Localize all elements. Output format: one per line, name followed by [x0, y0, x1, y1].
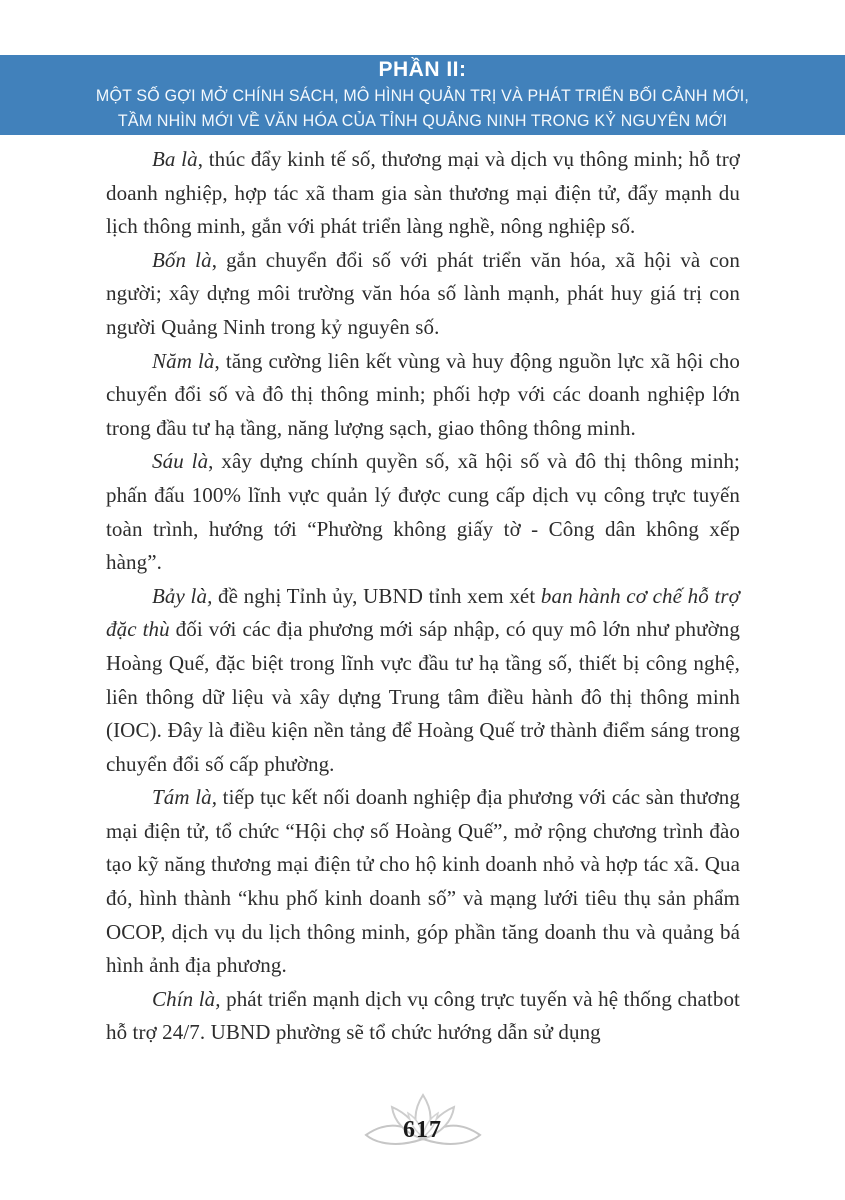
part-header-banner [0, 55, 845, 135]
paragraph [106, 580, 740, 782]
paragraph [106, 143, 740, 244]
paragraph-lead-italic: Ba là [152, 147, 198, 171]
paragraph-lead-italic: Tám là, [152, 785, 218, 810]
paragraph-text: đề nghị Tỉnh ủy, UBND tỉnh xem xét [212, 583, 541, 608]
lotus-page-number [348, 1091, 498, 1161]
paragraph-lead-italic: Bảy là, [152, 583, 213, 608]
paragraph-text: , thúc đẩy kinh tế số, thương mại và dịch vụ thông minh; hỗ trợ doanh nghiệp, hợp tác xã tham gia sàn thương mại điện tử, đẩy mạnh du lịch thông minh, gắn với phát triển làng nghề, nông nghiệp số. [106, 147, 740, 239]
part-subtitle-line2: TẦM NHÌN MỚI VỀ VĂN HÓA CỦA TỈNH QUẢNG NINH TRONG KỶ NGUYÊN MỚI [117, 112, 728, 131]
paragraph-lead-italic: Chín là, [152, 986, 221, 1011]
paragraph [106, 983, 740, 1050]
page-footer [0, 1088, 845, 1163]
part-label: PHẦN II: [378, 58, 467, 81]
part-subtitle-line1: MỘT SỐ GỢI MỞ CHÍNH SÁCH, MÔ HÌNH QUẢN TRỊ VÀ PHÁT TRIỂN BỐI CẢNH MỚI, [95, 87, 750, 106]
paragraph-text: đối với các địa phương mới sáp nhập, có quy mô lớn như phường Hoàng Quế, đặc biệt trong lĩnh vực đầu tư hạ tầng số, thiết bị công nghệ, liên thông dữ liệu và xây dựng Trung tâm điều hành đô thị thông minh (IOC). Đây là điều kiện nền tảng để Hoàng Quế trở thành điểm sáng trong chuyển đổi số cấp phường. [106, 617, 740, 776]
paragraph-lead-italic: ban hành cơ chế hỗ trợ đặc thù [106, 583, 740, 642]
paragraph-lead-italic: Năm là [152, 348, 215, 373]
paragraph [106, 445, 740, 579]
body-paragraphs [106, 143, 740, 1050]
page-number: 617 [403, 1116, 442, 1143]
paragraph [106, 345, 740, 446]
paragraph-text: , tăng cường liên kết vùng và huy động nguồn lực xã hội cho chuyển đổi số và đô thị thông minh; phối hợp với các doanh nghiệp lớn trong đầu tư hạ tầng, năng lượng sạch, giao thông thông minh. [106, 348, 741, 440]
paragraph [106, 244, 740, 345]
paragraph-text: tiếp tục kết nối doanh nghiệp địa phương với các sàn thương mại điện tử, tổ chức “Hội chợ số Hoàng Quế”, mở rộng chương trình đào tạo kỹ năng thương mại điện tử cho hộ kinh doanh nhỏ và hợp tác xã. Qua đó, hình thành “khu phố kinh doanh số” và mạng lưới tiêu thụ sản phẩm OCOP, dịch vụ du lịch thông minh, góp phần tăng doanh thu và quảng bá hình ảnh địa phương. [106, 785, 740, 978]
paragraph-lead-italic: Bốn là [152, 247, 212, 272]
paragraph-lead-italic: Sáu là [152, 449, 209, 474]
paragraph-text: , gắn chuyển đổi số với phát triển văn hóa, xã hội và con người; xây dựng môi trường văn hóa số lành mạnh, phát huy giá trị con người Quảng Ninh trong kỷ nguyên số. [106, 247, 741, 339]
paragraph-text: , xây dựng chính quyền số, xã hội số và đô thị thông minh; phấn đấu 100% lĩnh vực quản lý được cung cấp dịch vụ công trực tuyến toàn trình, hướng tới “Phường không giấy tờ - Công dân không xếp hàng”. [106, 449, 740, 575]
paragraph-text: phát triển mạnh dịch vụ công trực tuyến và hệ thống chatbot hỗ trợ 24/7. UBND phường sẽ tổ chức hướng dẫn sử dụng [106, 986, 740, 1045]
paragraph [106, 781, 740, 983]
